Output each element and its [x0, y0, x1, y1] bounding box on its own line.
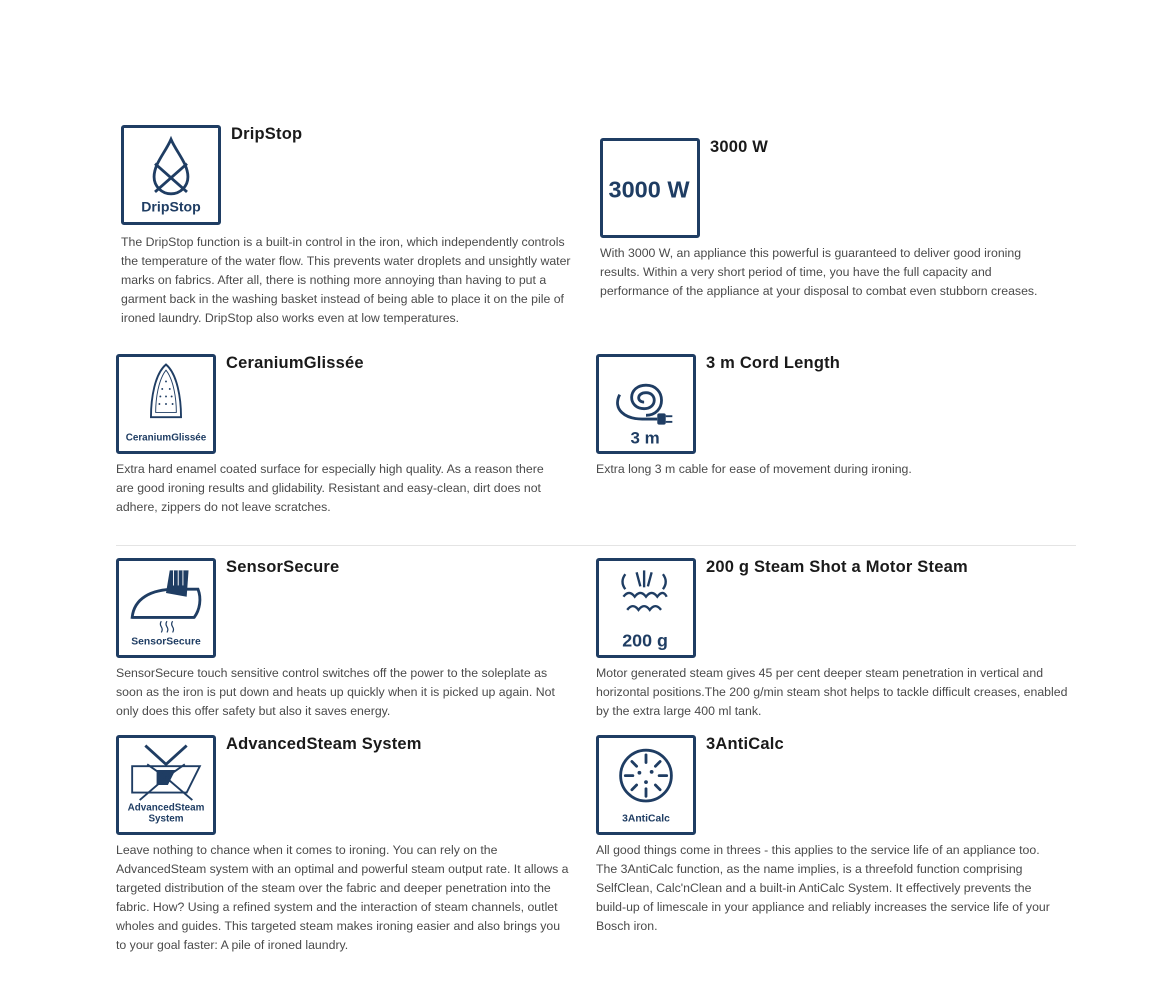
dripstop-title: DripStop — [231, 125, 303, 143]
advanced-title: AdvancedSteam System — [226, 735, 422, 753]
power-title: 3000 W — [710, 138, 769, 156]
advanced-icon-label-1: AdvancedSteam — [127, 802, 205, 814]
anticalc-icon-label: 3AntiCalc — [622, 813, 670, 825]
drip-stop-icon — [121, 125, 221, 225]
hand-on-iron-icon — [116, 558, 216, 658]
power-icon-label: 3000 W — [608, 176, 690, 203]
sensor-title: SensorSecure — [226, 558, 340, 576]
cord-icon-label: 3 m — [630, 428, 660, 448]
soleplate-icon-label: CeraniumGlissée — [125, 432, 207, 444]
cord-title: 3 m Cord Length — [706, 354, 841, 372]
sensor-icon-label: SensorSecure — [131, 636, 201, 648]
cord-description: Extra long 3 m cable for ease of movement during ironing. — [596, 462, 912, 476]
drip-stop-icon-label: DripStop — [141, 198, 201, 215]
steam-description: Motor generated steam gives 45 per cent deeper steam penetration in vertical and horizontal positions.The 200 g/min steam shot helps to tackle difficult creases, enabled by the extra large 400 ml tank. — [596, 666, 1068, 718]
cord-icon — [596, 354, 696, 454]
section-divider — [116, 545, 1076, 546]
steam-title: 200 g Steam Shot a Motor Steam — [706, 558, 968, 576]
anti-calc-icon — [596, 735, 696, 835]
power-3000w-icon — [600, 138, 700, 238]
steam-icon-label: 200 g — [622, 630, 668, 651]
ceranium-title: CeraniumGlissée — [226, 354, 364, 372]
power-description: With 3000 W, an appliance this powerful is guaranteed to deliver good ironing results. Within a very short period of time, you have the full capacity and performance of the appliance at your disposal to combat even stubborn creases. — [600, 246, 1038, 298]
steam-shot-icon — [596, 558, 696, 658]
soleplate-icon — [116, 354, 216, 454]
advanced-icon-label-2: System — [148, 813, 184, 825]
sensor-description: SensorSecure touch sensitive control switches off the power to the soleplate as soon as the iron is put down and heats up quickly when it is picked up again. Not only does this offer safety but also it saves energy. — [116, 666, 555, 718]
advanced-description: Leave nothing to chance when it comes to ironing. You can rely on the AdvancedSteam system with an optimal and powerful steam output rate. It allows a targeted distribution of the steam over the fabric and deeper penetration into the fabric. How? Using a refined system and the interaction of steam channels, outlet wholes and guides. This targeted steam makes ironing easier and also brings you to your goal faster: A pile of ironed laundry. — [116, 843, 569, 952]
ceranium-description: Extra hard enamel coated surface for especially high quality. As a reason there are good ironing results and glidability. Resistant and easy-clean, dirt does not adhere, zippers do not leave scratches. — [116, 462, 544, 514]
advanced-steam-icon — [116, 735, 216, 835]
dripstop-description: The DripStop function is a built-in control in the iron, which independently controls the temperature of the water flow. This prevents water droplets and unsightly water marks on fabrics. After all, there is nothing more annoying than having to put a garment back in the washing basket instead of being able to place it on the pile of ironed laundry. DripStop also works even at low temperatures. — [121, 235, 571, 325]
anticalc-title: 3AntiCalc — [706, 735, 784, 753]
anticalc-description: All good things come in threes - this applies to the service life of an appliance too. The 3AntiCalc function, as the name implies, is a threefold function comprising SelfClean, Calc'nClean and a built-in AntiCalc System. It effectively prevents the build-up of limescale in your appliance and reliably increases the service life of your Bosch iron. — [596, 843, 1050, 933]
